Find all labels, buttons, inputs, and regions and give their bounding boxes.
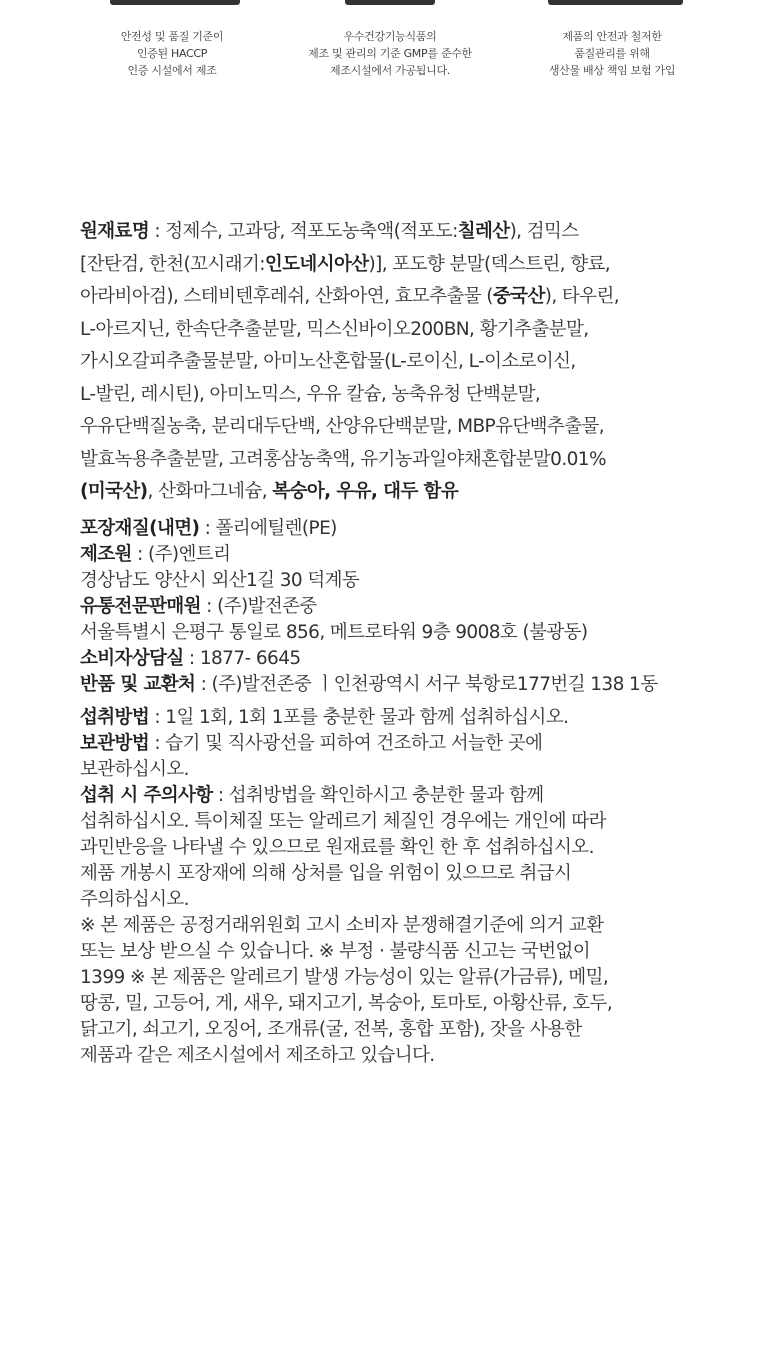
storage-label: 보관방법: [80, 732, 150, 754]
manufacturer-row: [80, 542, 720, 568]
ingredients-line: [80, 444, 720, 477]
cautions-line: 제품 개봉시 포장재에 의해 상처를 입을 위험이 있으므로 취급시: [80, 862, 572, 884]
ingredients-text: [잔탄검, 한천(꼬시래기:: [80, 253, 265, 275]
origin-highlight: 인도네시아산: [264, 253, 369, 275]
cert-gmp: [270, 28, 510, 79]
intake-value: : 1일 1회, 1회 1포를 충분한 물과 함께 섭취하십시오.: [149, 706, 569, 728]
cropped-heading-insurance: [548, 0, 683, 5]
storage-row: [80, 731, 720, 757]
ingredients-block: [80, 216, 720, 509]
origin-highlight: 복숭아, 우유, 대두 함유: [272, 481, 459, 502]
cert-text: 제품의 안전과 철저한: [562, 30, 662, 43]
ingredients-line: [80, 379, 720, 412]
ingredients-text: 우유단백질농축, 분리대두단백, 산양유단백분말, MBP유단백추출물,: [80, 416, 605, 437]
cautions-line: 섭취하십시오. 특이체질 또는 알레르기 체질인 경우에는 개인에 따라: [80, 810, 606, 832]
cert-insurance: [492, 28, 732, 79]
cautions-line: 땅콩, 밀, 고등어, 게, 새우, 돼지고기, 복숭아, 토마토, 아황산류, 호두,: [80, 992, 613, 1014]
manufacturer-label: 제조원: [80, 543, 132, 565]
cert-text: 안전성 및 품질 기준이: [120, 30, 224, 43]
intake-row: [80, 705, 720, 731]
origin-highlight: (미국산): [80, 481, 148, 502]
cert-text: 제조시설에서 가공됩니다.: [330, 64, 450, 77]
ingredients-text: ), 검믹스: [509, 221, 579, 242]
packaging-label: 포장재질(내면): [80, 517, 200, 539]
intake-label: 섭취방법: [80, 706, 150, 728]
cert-text: 인증 시설에서 제조: [127, 64, 217, 77]
ingredients-text: , 산화마그네슘,: [147, 481, 273, 502]
cert-text: 우수건강기능식품의: [343, 30, 437, 43]
origin-highlight: 중국산: [492, 286, 545, 307]
cautions-line: 닭고기, 쇠고기, 오징어, 조개류(굴, 전복, 홍합 포함), 잣을 사용한: [80, 1018, 582, 1040]
ingredients-line: [80, 476, 720, 509]
cert-text: 품질관리를 위해: [574, 47, 650, 60]
cautions-line: 주의하십시오.: [80, 888, 189, 910]
cautions-line: 1399 ※ 본 제품은 알레르기 발생 가능성이 있는 알류(가금류), 메밀,: [80, 966, 609, 988]
ingredients-text: L-아르지닌, 한속단추출분말, 믹스신바이오200BN, 황기추출분말,: [80, 318, 589, 340]
cautions-line: ※ 본 제품은 공정거래위원회 고시 소비자 분쟁해결기준에 의거 교환: [80, 914, 604, 936]
ingredients-text: L-발린, 레시틴), 아미노믹스, 우유 칼슘, 농축유청 단백분말,: [80, 383, 541, 405]
certification-section: [0, 0, 780, 90]
ingredients-line: [80, 281, 720, 314]
ingredients-line: [80, 411, 720, 444]
consumer-center-value: : 1877- 6645: [183, 647, 301, 669]
ingredients-line: [80, 216, 720, 249]
ingredients-text: 아라비아검), 스테비텐후레쉬, 산화아연, 효모추출물 (: [80, 286, 493, 307]
ingredients-text: ), 타우린,: [544, 286, 620, 307]
ingredients-line: [80, 249, 720, 282]
returns-value: : (주)발전존중 ㅣ인천광역시 서구 북항로177번길 138 1동: [195, 673, 658, 695]
cautions-line: 또는 보상 받으실 수 있습니다. ※ 부정 · 불량식품 신고는 국번없이: [80, 940, 591, 962]
seller-address: 서울특별시 은평구 통일로 856, 메트로타워 9층 9008호 (불광동): [80, 621, 588, 643]
cautions-row: [80, 783, 720, 809]
cautions-label: 섭취 시 주의사항: [80, 784, 213, 806]
manufacturer-address: 경상남도 양산시 외산1길 30 덕계동: [80, 569, 360, 591]
ingredients-text: : 정제수, 고과당, 적포도농축액(적포도:: [149, 221, 458, 242]
cautions-text: [80, 809, 720, 1069]
cautions-line: 제품과 같은 제조시설에서 제조하고 있습니다.: [80, 1044, 435, 1066]
ingredients-text: )], 포도향 분말(덱스트린, 향료,: [368, 253, 611, 275]
packaging-row: [80, 516, 720, 542]
ingredients-line: [80, 346, 720, 379]
origin-highlight: 칠레산: [457, 221, 510, 242]
product-info: [80, 216, 720, 1069]
consumer-center-label: 소비자상담실: [80, 647, 184, 669]
returns-row: [80, 672, 720, 698]
cert-text: 생산물 배상 책임 보험 가입: [548, 64, 676, 77]
seller-label: 유통전문판매원: [80, 595, 201, 617]
cert-text: 인증된 HACCP: [136, 47, 208, 60]
cautions-line: 과민반응을 나타낼 수 있으므로 원재료를 확인 한 후 섭취하십시오.: [80, 836, 594, 858]
cropped-heading-gmp: [345, 0, 435, 5]
ingredients-text: 가시오갈피추출물분말, 아미노산혼합물(L-로이신, L-이소로이신,: [80, 351, 576, 372]
returns-label: 반품 및 교환처: [80, 673, 196, 695]
seller-row: [80, 594, 720, 620]
manufacturer-value: : (주)엔트리: [131, 543, 231, 565]
ingredients-label: 원재료명: [80, 221, 150, 242]
cert-haccp: [52, 28, 292, 79]
seller-value: : (주)발전존중: [200, 595, 317, 617]
consumer-center-row: [80, 646, 720, 672]
ingredients-text: 발효녹용추출분말, 고려홍삼농축액, 유기농과일야채혼합분말0.01%: [80, 448, 606, 470]
storage-value: : 습기 및 직사광선을 피하여 건조하고 서늘한 곳에: [149, 732, 543, 754]
cropped-heading-haccp: [110, 0, 240, 5]
storage-continued: 보관하십시오.: [80, 758, 189, 780]
cert-text: 제조 및 관리의 기준 GMP를 준수한: [308, 47, 472, 60]
cautions-value: : 섭취방법을 확인하시고 충분한 물과 함께: [212, 784, 544, 806]
packaging-value: : 폴리에틸렌(PE): [199, 517, 337, 539]
ingredients-line: [80, 314, 720, 347]
